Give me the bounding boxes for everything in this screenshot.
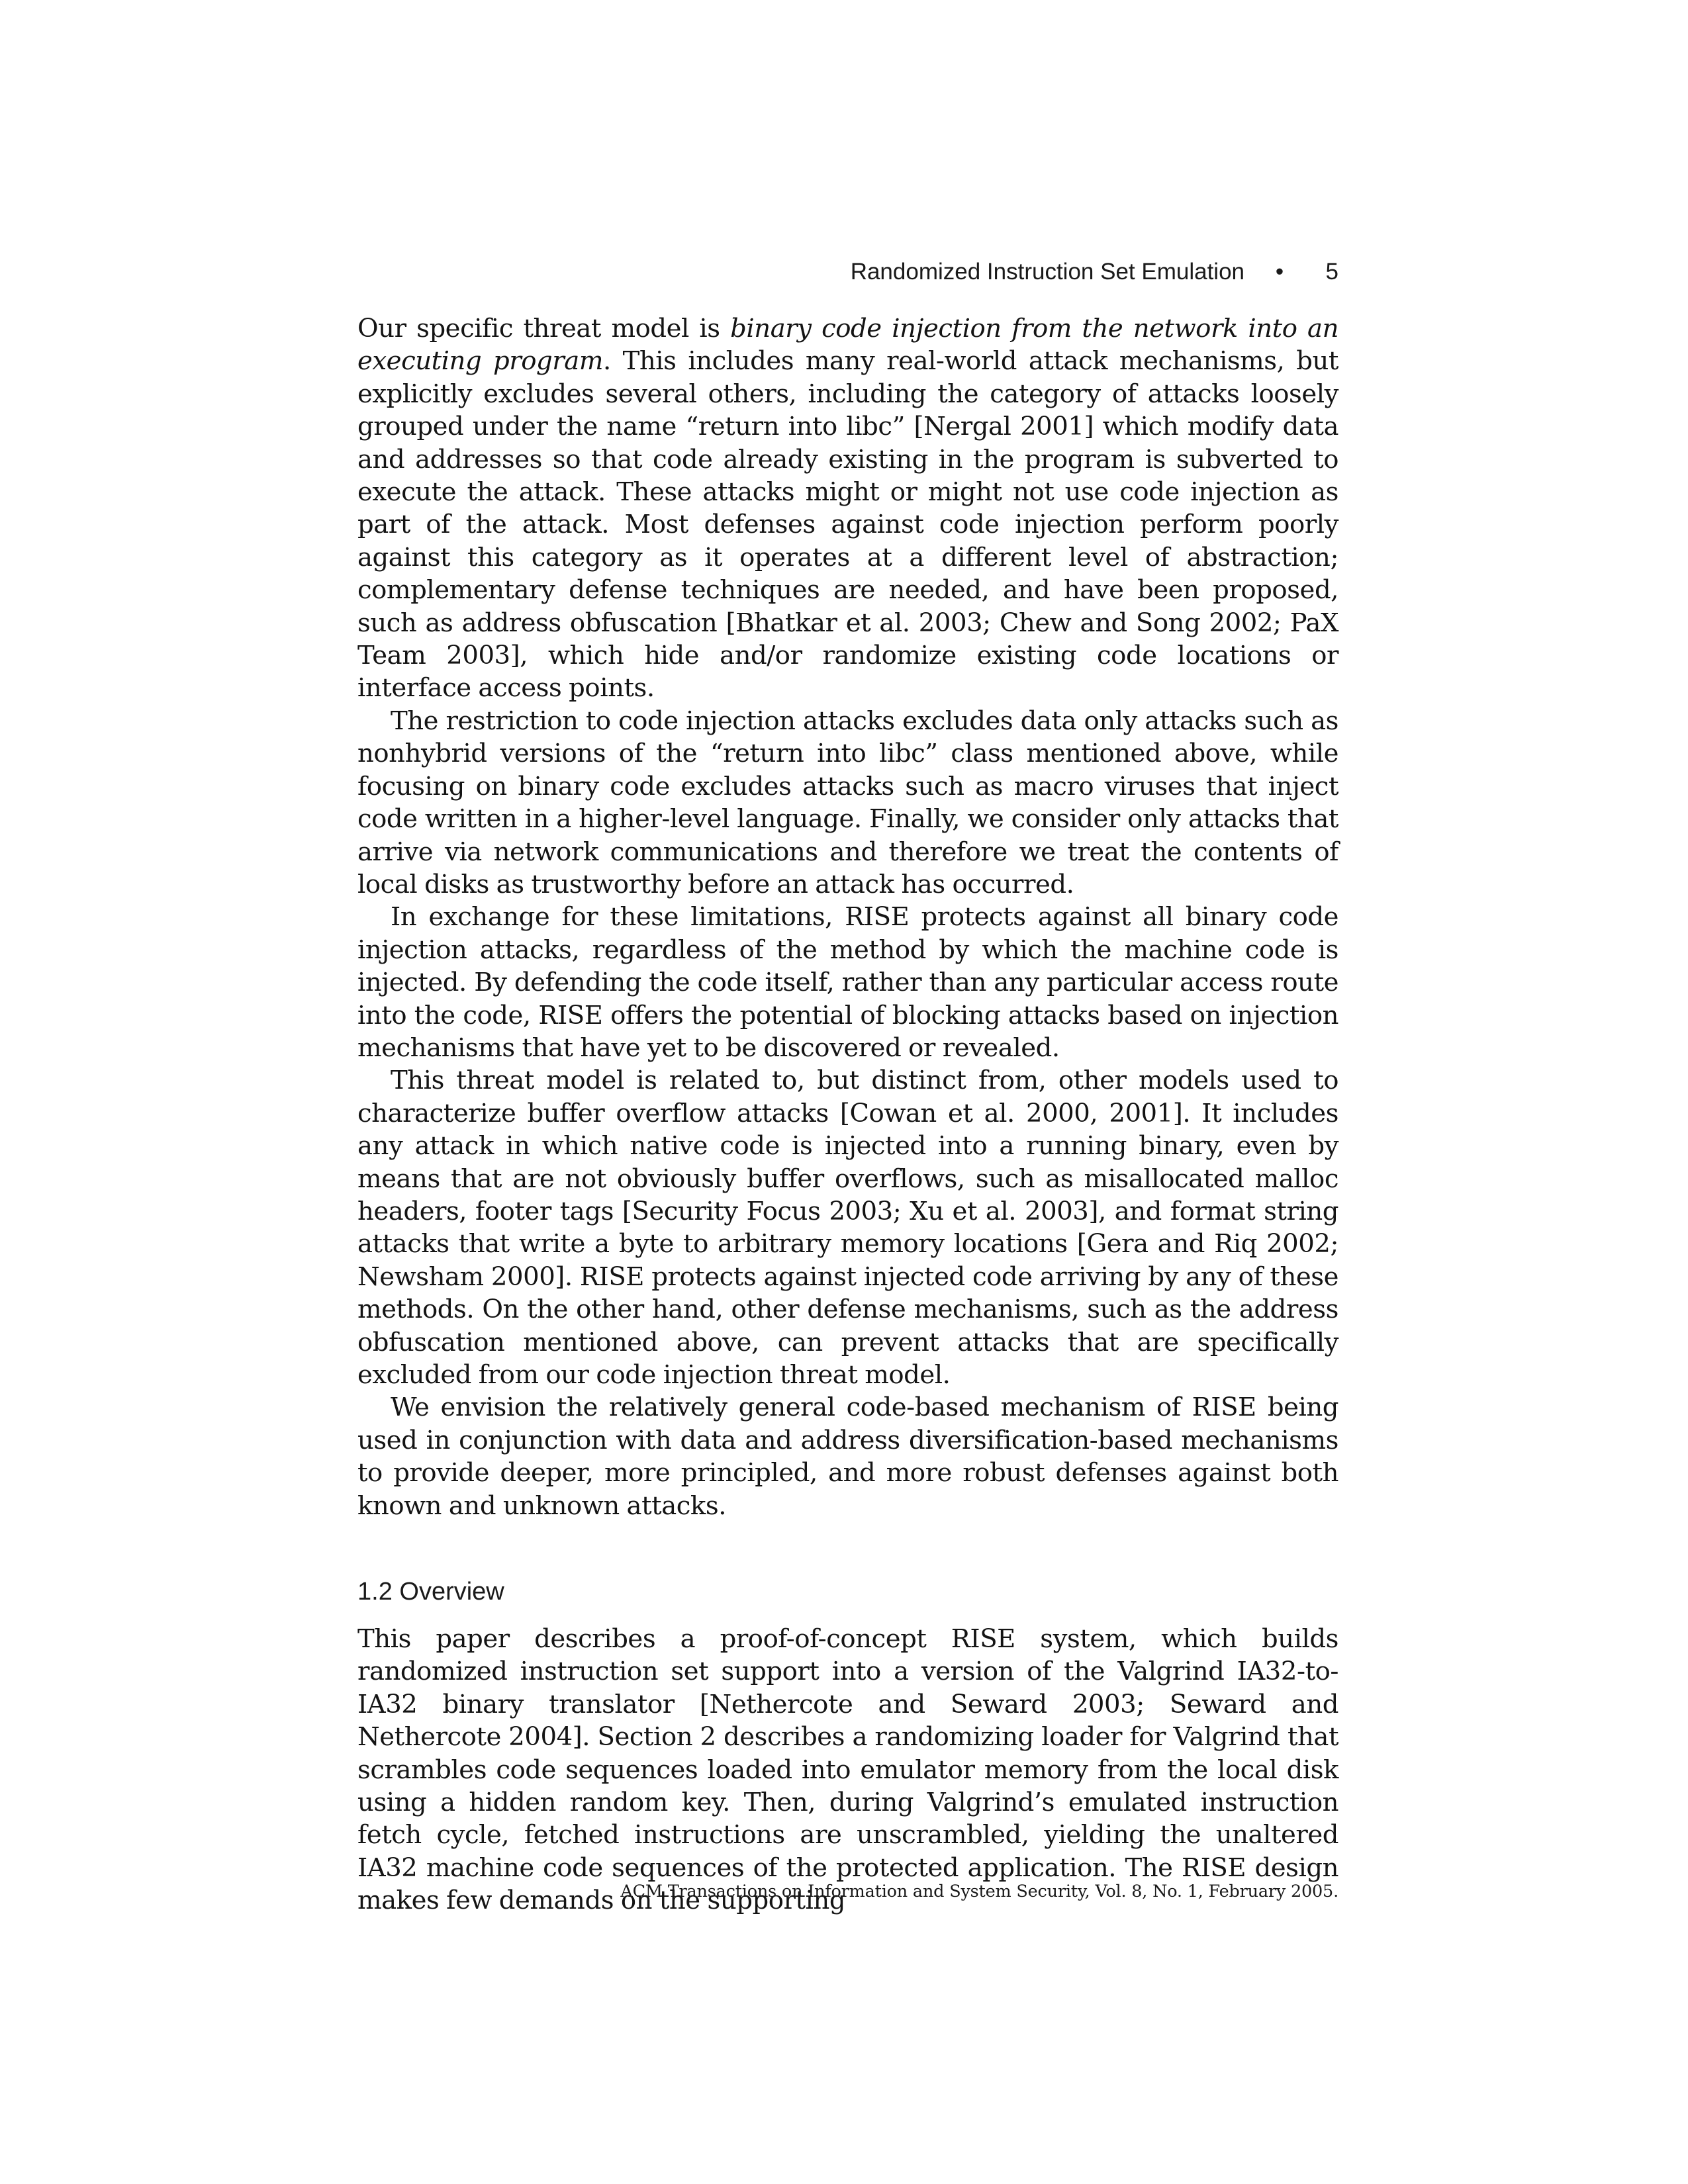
running-header (357, 254, 1338, 290)
emphasis-threat-model: binary code injection from the network into an executing program (357, 314, 1338, 377)
paragraph-text: . This includes many real-world attack mechanisms, but explicitly excludes several others, including the category of attacks loosely grouped under the name “return into libc” [Nergal 2001] which modify data and addresses so that code already existing in the program is subverted to execute the attack. These attacks might or might not use code injection as part of the attack. Most defenses against code injection perform poorly against this category as it operates at a different level of abstraction; complementary defense techniques are needed, and have been proposed, such as address obfuscation [Bhatkar et al. 2003; Chew and Song 2002; PaX Team 2003], which hide and/or randomize existing code locations or interface access points. (357, 346, 1338, 704)
header-separator: • (1275, 259, 1284, 285)
journal-footer: ACM Transactions on Information and System Security, Vol. 8, No. 1, February 2005. (620, 1882, 1338, 1901)
section-heading: 1.2 Overview (357, 1578, 504, 1606)
paragraph-threat-model (357, 312, 1338, 705)
paragraph-related-models: This threat model is related to, but distinct from, other models used to characterize buffer overflow attacks [Cowan et al. 2000, 2001]. It includes any attack in which native code is injected into a running binary, even by means that are not obviously buffer overflows, such as misallocated malloc headers, footer tags [Security Focus 2003; Xu et al. 2003], and format string attacks that write a byte to arbitrary memory locations [Gera and Riq 2002; Newsham 2000]. RISE protects against injected code arriving by any of these methods. On the other hand, other defense mechanisms, such as the address obfuscation mentioned above, can prevent attacks that are specifically excluded from our code injection threat model. (357, 1066, 1338, 1390)
paragraph-lead-prefix: Our specific threat model is (357, 314, 731, 343)
paragraph-envision: We envision the relatively general code-based mechanism of RISE being used in conjunction with data and address diversification-based mechanisms to provide deeper, more principled, and more robust defenses against both known and unknown attacks. (357, 1392, 1338, 1521)
body-text (357, 312, 1338, 1917)
paragraph-exchange: In exchange for these limitations, RISE protects against all binary code injection attacks, regardless of the method by which the machine code is injected. By defending the code itself, rather than any particular access route into the code, RISE offers the potential of blocking attacks based on injection mechanisms that have yet to be discovered or revealed. (357, 902, 1338, 1063)
paragraph-overview: This paper describes a proof-of-concept RISE system, which builds randomized instruction set support into a version of the Valgrind IA32-to-IA32 binary translator [Nethercote and Seward 2003; Seward and Nethercote 2004]. Section 2 describes a randomizing loader for Valgrind that scrambles code sequences loaded into emulator memory from the local disk using a hidden random key. Then, during Valgrind’s emulated instruction fetch cycle, fetched instructions are unscrambled, yielding the unaltered IA32 machine code sequences of the protected application. The RISE design makes few demands on the supporting (357, 1624, 1338, 1916)
page-number: 5 (1325, 259, 1338, 285)
running-title: Randomized Instruction Set Emulation (850, 259, 1244, 285)
paragraph-restriction: The restriction to code injection attacks excludes data only attacks such as nonhybrid versions of the “return into libc” class mentioned above, while focusing on binary code excludes attacks such as macro viruses that inject code written in a higher-level language. Finally, we consider only attacks that arrive via network communications and therefore we treat the contents of local disks as trustworthy before an attack has occurred. (357, 705, 1338, 899)
